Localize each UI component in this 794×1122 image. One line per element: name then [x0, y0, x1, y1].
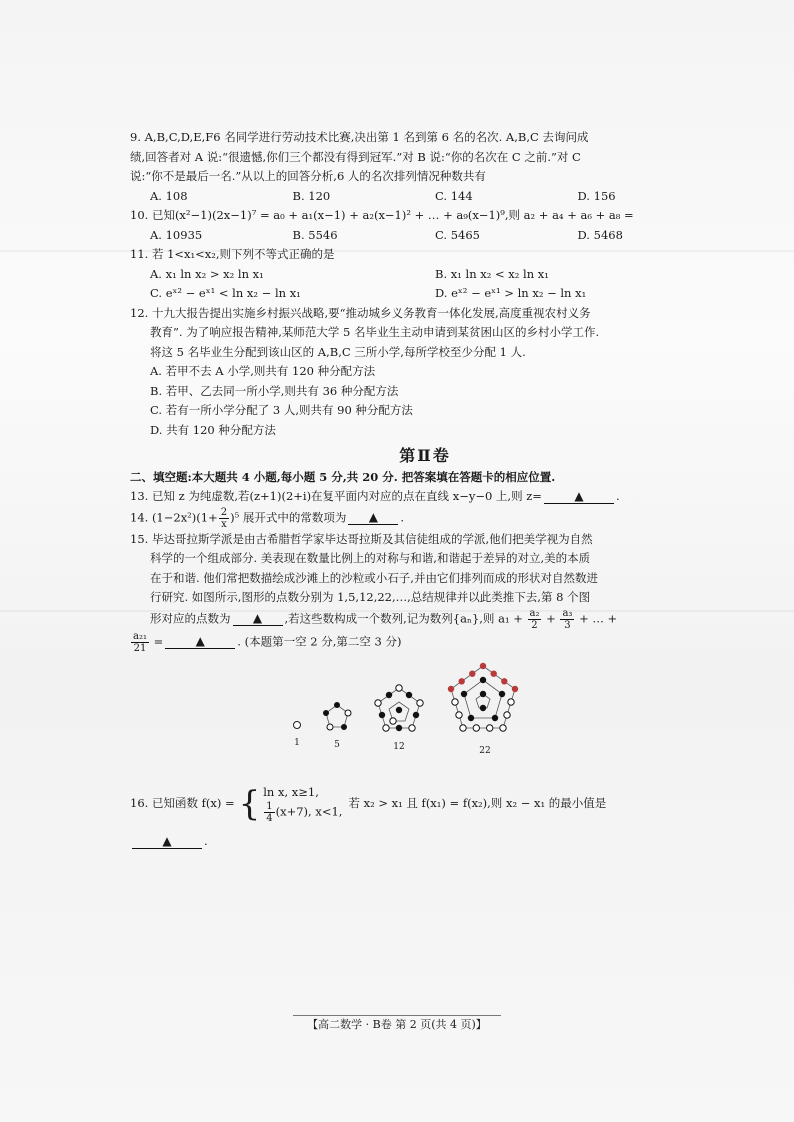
q14-pre: 14. (1−2x²)(1+	[130, 510, 218, 524]
q12-line3: 将这 5 名毕业生分配到该山区的 A,B,C 三所小学,每所学校至少分配 1 人.	[150, 344, 526, 359]
figure-22-label: 22	[479, 745, 491, 756]
q9-line1: 9. A,B,C,D,E,F6 名同学进行劳动技术比赛,决出第 1 名到第 6 名的名次. A,B,C 去询问成	[130, 130, 589, 144]
q15-line4: 行研究. 如图所示,图形的点数分别为 1,5,12,22,…,总结规律并以此类推下去,第 8 个图	[150, 590, 591, 604]
q10-text: 10. 已知(x²−1)(2x−1)⁷ = a₀ + a₁(x−1) + a₂(x−1)² + … + a₉(x−1)⁹,则 a₂ + a₄ + a₆ + a₈ =	[130, 208, 634, 222]
q14-fraction	[219, 507, 229, 530]
q11-option-b: B. x₁ ln x₂ < x₂ ln x₁	[435, 266, 549, 281]
page-footer	[0, 1016, 794, 1032]
question-content	[130, 128, 720, 851]
triangle-icon: ▲	[162, 833, 172, 848]
figure-5-label: 5	[334, 739, 340, 750]
section-title: 第Ⅱ卷	[399, 446, 451, 465]
footer-text: 【高二数学 · B卷 第 2 页(共 4 页)】	[293, 1015, 501, 1031]
figure-1-label: 1	[294, 737, 300, 748]
q9-option-b: B. 120	[292, 188, 331, 203]
q16-pre: 16. 已知函数 f(x) =	[130, 795, 235, 810]
q15-frac-a21	[131, 631, 149, 654]
q16-end: .	[204, 833, 208, 848]
q15-line5-b: ,若这些数构成一个数列,记为数列{aₙ},则 a₁ +	[284, 611, 523, 625]
q16-case2	[263, 801, 342, 824]
q10-options	[130, 226, 720, 246]
q10-option-d: D. 5468	[577, 227, 623, 242]
q15-line3: 在于和谐. 他们常把数描绘成沙滩上的沙粒或小石子,并由它们排列而成的形状对自然数进	[150, 570, 598, 585]
q14-post: )⁵ 展开式中的常数项为	[230, 510, 347, 524]
figure-22-dots	[445, 662, 521, 738]
q9-line3: 说:“你不是最后一名.”从以上的回答分析,6 人的名次排列情况种数共有	[130, 169, 486, 183]
q15-note: . (本题第一空 2 分,第二空 3 分)	[237, 634, 402, 648]
q13	[130, 487, 720, 507]
figure-5-dots	[320, 700, 354, 734]
q16-answer-blank	[132, 834, 202, 849]
q15-equals: =	[153, 634, 164, 648]
q15-frac-a2	[528, 608, 542, 631]
q10-option-a: A. 10935	[150, 227, 203, 242]
q13-end: .	[615, 489, 620, 503]
triangle-icon: ▲	[252, 611, 263, 625]
q11-options-row2	[130, 284, 720, 304]
triangle-icon: ▲	[574, 489, 584, 503]
q15-plus: +	[546, 611, 556, 625]
q11-option-a: A. x₁ ln x₂ > x₂ ln x₁	[150, 266, 264, 281]
q14-answer-blank	[348, 510, 398, 525]
q16-answer-line	[130, 832, 720, 852]
q14-end: .	[400, 510, 405, 524]
q12-option-a: A. 若甲不去 A 小学,则共有 120 种分配方法	[150, 364, 376, 378]
section-heading: 二、填空题:本大题共 4 小题,每小题 5 分,共 20 分. 把答案填在答题卡的相应位置.	[130, 469, 556, 484]
q15-frac-a3-num: a₃	[562, 607, 573, 619]
q15-line2: 科学的一个组成部分. 美表现在数量比例上的对称与和谐,和谐起于差异的对立,美的本质	[150, 551, 591, 565]
figure-1-dots	[290, 718, 304, 732]
q12-option-c: C. 若有一所小学分配了 3 人,则共有 90 种分配方法	[150, 403, 413, 417]
q15-frac-a21-den: 21	[133, 642, 147, 654]
q15-answer-blank-2	[165, 634, 235, 649]
q11-option-d: D. eˣ² − eˣ¹ > ln x₂ − ln x₁	[435, 286, 587, 300]
q16-case2-den: 4	[266, 812, 273, 824]
pentagonal-number-figures	[130, 660, 720, 780]
q15-line6	[130, 631, 720, 654]
q12-option-b: B. 若甲、乙去同一所小学,则共有 36 种分配方法	[150, 383, 399, 398]
q14	[130, 507, 720, 530]
q15-frac-a3	[560, 608, 574, 631]
triangle-icon: ▲	[195, 634, 205, 648]
q12-line2: 教育”. 为了响应报告精神,某师范大学 5 名毕业生主动申请到某贫困山区的乡村小学工作.	[150, 325, 600, 339]
q14-frac-den: x	[221, 518, 227, 530]
q15-frac-a2-den: 2	[531, 619, 538, 631]
q13-answer-blank	[544, 489, 614, 504]
q15-frac-a3-den: 3	[564, 619, 571, 631]
q15-line5-a: 形对应的点数为	[150, 611, 231, 625]
q11-text: 11. 若 1<x₁<x₂,则下列不等式正确的是	[130, 247, 335, 261]
figure-12-label: 12	[393, 741, 405, 752]
q9-option-c: C. 144	[435, 188, 473, 203]
q9-option-d: D. 156	[577, 188, 616, 203]
q15-answer-blank-1	[233, 611, 283, 626]
q15-line5	[130, 608, 720, 631]
q11-options-row1	[130, 265, 720, 285]
q16-case2-post: (x+7), x<1,	[275, 804, 343, 818]
q15-dots: + … +	[579, 611, 618, 625]
q9-option-a: A. 108	[150, 188, 188, 203]
q15-line1: 15. 毕达哥拉斯学派是由古希腊哲学家毕达哥拉斯及其信徒组成的学派,他们把美学视为自然	[130, 531, 593, 546]
q9-line2: 绩,回答者对 A 说:“很遗憾,你们三个都没有得到冠军.”对 B 说:“你的名次在 C 之前.”对 C	[130, 149, 581, 164]
triangle-icon: ▲	[368, 510, 378, 524]
q16-case2-frac	[264, 801, 274, 824]
q10-option-b: B. 5546	[292, 227, 338, 242]
q13-text: 13. 已知 z 为纯虚数,若(z+1)(2+i)在复平面内对应的点在直线 x−y−0 上,则 z=	[130, 489, 542, 503]
q14-frac-num: 2	[220, 506, 228, 518]
q12-line1: 12. 十九大报告提出实施乡村振兴战略,要“推动城乡义务教育一体化发展,高度重视农村义务	[130, 305, 591, 320]
q10-option-c: C. 5465	[435, 227, 480, 242]
q16-case2-num: 1	[266, 800, 273, 812]
q16-post: 若 x₂ > x₁ 且 f(x₁) = f(x₂),则 x₂ − x₁ 的最小值是	[348, 795, 607, 810]
q16-cases	[263, 784, 342, 824]
q11-option-c: C. eˣ² − eˣ¹ < ln x₂ − ln x₁	[150, 286, 301, 300]
q12-option-d: D. 共有 120 种分配方法	[150, 422, 276, 437]
q9-options	[130, 187, 720, 207]
q15-frac-a2-num: a₂	[529, 607, 540, 619]
figure-12-dots	[373, 684, 425, 736]
q16-brace: {	[238, 783, 261, 824]
q16-case1: ln x, x≥1,	[263, 784, 319, 799]
q15-frac-a21-num: a₂₁	[133, 630, 147, 642]
q16	[130, 784, 720, 824]
